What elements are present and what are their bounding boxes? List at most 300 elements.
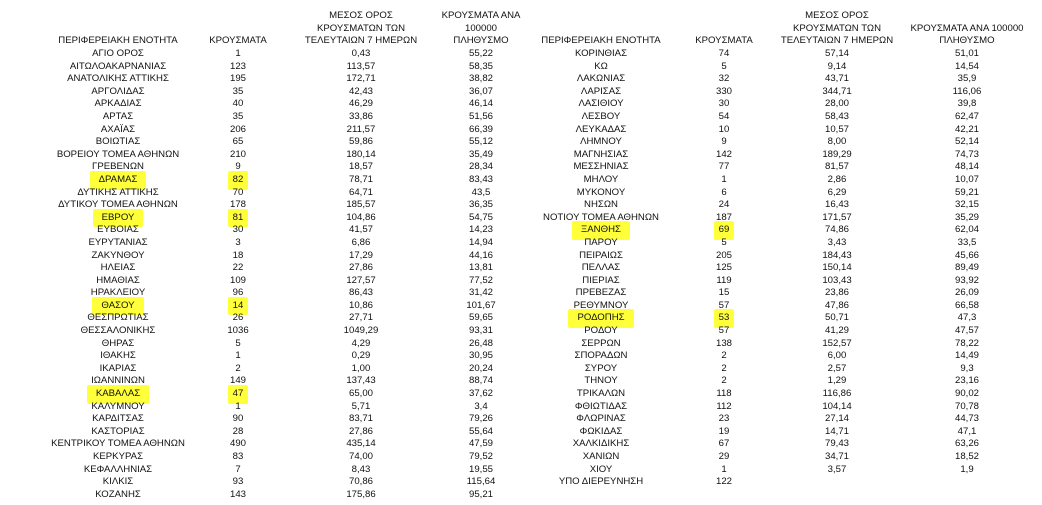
table-row (526, 48, 1032, 61)
cases-cell-text: 125 (715, 262, 732, 274)
avg-cell (288, 338, 434, 351)
per100k-cell-text: 88,74 (468, 375, 493, 387)
region-cell (48, 363, 188, 376)
per100k-cell (434, 161, 528, 174)
region-cell-text: ΜΥΚΟΝΟΥ (576, 186, 626, 198)
per100k-cell (902, 224, 1032, 237)
avg-cell-text: 184,43 (822, 249, 852, 261)
per100k-cell-text: 44,73 (954, 413, 979, 425)
per100k-cell-text: 54,75 (468, 211, 493, 223)
avg-cell-text: 17,29 (348, 249, 373, 261)
table-row (526, 187, 1032, 200)
header-cases: ΚΡΟΥΣΜΑΤΑ (209, 35, 267, 47)
avg-cell (772, 212, 902, 225)
avg-cell-text: 27,86 (348, 262, 373, 274)
avg-cell (772, 174, 902, 187)
avg-cell (288, 136, 434, 149)
cases-cell-text: 30 (718, 98, 730, 110)
region-cell (48, 325, 188, 338)
header-per100k-line2: ΠΛΗΘΥΣΜΟ (453, 35, 509, 47)
avg-cell (288, 73, 434, 86)
per100k-cell-text: 3,4 (474, 400, 488, 412)
table-row (526, 375, 1032, 388)
per100k-cell (434, 287, 528, 300)
avg-cell-text: 3,57 (827, 463, 847, 475)
avg-cell (288, 98, 434, 111)
per100k-cell (902, 451, 1032, 464)
per100k-cell (902, 250, 1032, 263)
per100k-cell (434, 250, 528, 263)
per100k-cell-text: 47,3 (957, 312, 977, 324)
cases-cell-text: 69 (718, 224, 730, 236)
per100k-cell (902, 98, 1032, 111)
region-cell-text: ΘΕΣΣΑΛΟΝΙΚΗΣ (80, 325, 156, 337)
table-row (48, 413, 528, 426)
cases-cell-text: 53 (718, 312, 730, 324)
header-avg-line3: ΤΕΛΕΥΤΑΙΩΝ 7 ΗΜΕΡΩΝ (780, 35, 894, 47)
avg-cell-text: 2,57 (827, 362, 847, 374)
table-row (48, 250, 528, 263)
region-cell (48, 275, 188, 288)
region-cell-text: ΚΕΡΚΥΡΑΣ (92, 451, 143, 462)
table-row (48, 350, 528, 363)
per100k-cell-text: 42,21 (954, 123, 979, 135)
cases-cell (188, 98, 288, 111)
header-per100k-line1: ΚΡΟΥΣΜΑΤΑ ΑΝΑ 100000 (441, 10, 521, 34)
table-row (48, 275, 528, 288)
per100k-cell (434, 413, 528, 426)
per100k-cell (902, 363, 1032, 376)
avg-cell-text: 0,29 (351, 350, 371, 362)
per100k-cell-text: 51,01 (954, 48, 979, 59)
per100k-cell-text: 19,55 (468, 463, 493, 475)
avg-cell (288, 476, 434, 489)
avg-cell (772, 237, 902, 250)
cases-cell (676, 73, 772, 86)
region-cell (526, 250, 676, 263)
per100k-cell (434, 338, 528, 351)
avg-cell-text: 189,29 (822, 148, 852, 160)
header-region: ΠΕΡΙΦΕΡΕΙΑΚΗ ΕΝΟΤΗΤΑ (541, 35, 661, 47)
cases-cell-text: 70 (232, 186, 244, 198)
per100k-cell-text: 43,5 (471, 186, 491, 198)
avg-cell-text: 1,29 (827, 375, 847, 387)
per100k-cell-text: 37,62 (468, 388, 493, 400)
cases-cell (188, 476, 288, 489)
cases-cell-text: 28 (232, 425, 244, 437)
avg-cell (288, 413, 434, 426)
cases-cell-text: 9 (235, 161, 241, 173)
cases-cell (188, 451, 288, 464)
cases-cell (676, 86, 772, 99)
per100k-cell (434, 426, 528, 439)
avg-cell (772, 262, 902, 275)
cases-cell (676, 262, 772, 275)
avg-cell (772, 136, 902, 149)
region-cell-text: ΦΛΩΡΙΝΑΣ (576, 413, 626, 425)
region-cell (526, 224, 676, 237)
region-cell-text: ΗΜΑΘΙΑΣ (96, 274, 140, 286)
region-cell-text: ΞΑΝΘΗΣ (581, 224, 621, 236)
cases-cell (676, 401, 772, 414)
region-cell-text: ΤΡΙΚΑΛΩΝ (576, 388, 626, 400)
per100k-cell-text: 46,14 (468, 98, 493, 110)
per100k-cell (902, 312, 1032, 325)
region-cell (48, 464, 188, 477)
avg-cell-text: 2,86 (827, 173, 847, 185)
per100k-cell-text: 31,42 (468, 287, 493, 299)
cases-cell-text: 2 (235, 362, 241, 374)
avg-cell (772, 161, 902, 174)
per100k-cell-text: 62,04 (954, 224, 979, 236)
per100k-cell (434, 174, 528, 187)
avg-cell (288, 325, 434, 338)
cases-cell (188, 212, 288, 225)
region-cell-text: ΚΟΡΙΝΘΙΑΣ (574, 48, 628, 59)
left-table (48, 12, 528, 501)
per100k-cell (434, 388, 528, 401)
table-row (48, 363, 528, 376)
avg-cell-text: 3,43 (827, 236, 847, 248)
table-row (526, 476, 1032, 489)
region-cell-text: ΚΑΣΤΟΡΙΑΣ (91, 425, 145, 437)
cases-cell-text: 112 (716, 400, 732, 412)
per100k-cell-text: 13,81 (468, 262, 493, 274)
region-cell (526, 136, 676, 149)
avg-cell (288, 438, 434, 451)
cases-cell-text: 5 (721, 236, 727, 248)
cases-cell (188, 363, 288, 376)
per100k-cell-text: 14,49 (954, 350, 979, 362)
region-cell (526, 338, 676, 351)
avg-cell-text: 171,57 (822, 211, 852, 223)
left-table-body (48, 48, 528, 501)
per100k-cell (434, 489, 528, 502)
cases-cell (188, 73, 288, 86)
avg-cell-text: 116,86 (822, 388, 852, 400)
avg-cell-text: 172,71 (346, 73, 376, 85)
region-cell (526, 287, 676, 300)
cases-cell (188, 124, 288, 137)
region-cell (526, 413, 676, 426)
avg-cell (772, 438, 902, 451)
per100k-cell-text: 10,07 (954, 173, 979, 185)
avg-cell-text: 344,71 (822, 85, 852, 97)
avg-cell-text: 6,00 (827, 350, 847, 362)
avg-cell-text: 0,43 (351, 48, 371, 59)
cases-cell (188, 325, 288, 338)
table-row (48, 476, 528, 489)
per100k-cell (434, 136, 528, 149)
avg-cell-text: 185,57 (346, 199, 376, 211)
cases-cell-text: 9 (721, 136, 727, 148)
cases-cell (188, 61, 288, 74)
per100k-cell-text: 51,56 (468, 110, 493, 122)
per100k-cell (434, 476, 528, 489)
region-cell (48, 413, 188, 426)
per100k-cell-text: 52,14 (954, 136, 979, 148)
avg-cell-text: 78,71 (348, 173, 373, 185)
per100k-cell (902, 476, 1032, 489)
table-row (48, 124, 528, 137)
cases-cell-text: 109 (229, 274, 246, 286)
region-cell (526, 48, 676, 61)
avg-cell-text: 6,29 (827, 186, 847, 198)
region-cell-text: ΠΡΕΒΕΖΑΣ (575, 287, 627, 299)
region-cell (526, 98, 676, 111)
region-cell (526, 350, 676, 363)
header-avg-line1: ΜΕΣΟΣ ΟΡΟΣ (805, 10, 869, 22)
avg-cell (772, 300, 902, 313)
region-cell (48, 111, 188, 124)
region-cell-text: ΡΟΔΟΠΗΣ (577, 312, 625, 324)
cases-cell (676, 451, 772, 464)
per100k-cell-text: 77,52 (468, 274, 493, 286)
avg-cell-text: 113,57 (346, 60, 376, 72)
region-cell-text: ΛΕΥΚΑΔΑΣ (575, 123, 627, 135)
region-cell-text: ΖΑΚΥΝΘΟΥ (91, 249, 145, 261)
cases-cell-text: 138 (715, 337, 732, 349)
cases-cell (676, 250, 772, 263)
avg-cell (288, 426, 434, 439)
avg-cell (772, 275, 902, 288)
cases-cell (676, 174, 772, 187)
per100k-cell-text: 30,95 (468, 350, 493, 362)
per100k-cell-text: 59,65 (468, 312, 493, 324)
cases-cell (188, 426, 288, 439)
cases-cell-text: 96 (232, 287, 244, 299)
cases-cell-text: 67 (718, 438, 730, 450)
per100k-cell (902, 401, 1032, 414)
cases-cell-text: 210 (229, 148, 246, 160)
cases-cell (676, 350, 772, 363)
cases-cell-text: 81 (232, 211, 244, 223)
avg-cell (772, 312, 902, 325)
per100k-cell-text: 47,57 (954, 325, 979, 337)
avg-cell (772, 338, 902, 351)
cases-cell (676, 199, 772, 212)
region-cell-text: ΚΕΦΑΛΛΗΝΙΑΣ (83, 463, 153, 475)
per100k-cell-text: 35,29 (954, 211, 979, 223)
avg-cell (772, 73, 902, 86)
per100k-cell (902, 426, 1032, 439)
cases-cell-text: 2 (721, 362, 727, 374)
per100k-cell (902, 287, 1032, 300)
per100k-cell-text: 74,73 (954, 148, 979, 160)
per100k-cell (902, 413, 1032, 426)
table-row (526, 438, 1032, 451)
header-avg-line2: ΚΡΟΥΣΜΑΤΩΝ ΤΩΝ (316, 22, 406, 34)
table-row (526, 262, 1032, 275)
table-row (526, 98, 1032, 111)
per100k-cell-text: 66,39 (468, 123, 493, 135)
cases-cell-text: 30 (232, 224, 244, 236)
region-cell (48, 149, 188, 162)
region-cell-text: ΦΩΚΙΔΑΣ (579, 425, 623, 437)
right-table-body (526, 48, 1032, 489)
avg-cell-text: 65,00 (348, 388, 373, 400)
region-cell (526, 312, 676, 325)
region-cell (48, 73, 188, 86)
avg-cell-text: 81,57 (824, 161, 849, 173)
cases-cell (676, 325, 772, 338)
avg-cell-text: 14,71 (824, 425, 849, 437)
avg-cell (772, 287, 902, 300)
region-cell (48, 250, 188, 263)
region-cell-text: ΔΡΑΜΑΣ (98, 173, 138, 185)
avg-cell (772, 250, 902, 263)
avg-cell (772, 61, 902, 74)
header-cases: ΚΡΟΥΣΜΑΤΑ (695, 35, 753, 47)
table-row (48, 451, 528, 464)
per100k-cell-text: 116,06 (952, 85, 982, 97)
table-row (526, 199, 1032, 212)
per100k-cell (902, 388, 1032, 401)
cases-cell-text: 40 (232, 98, 244, 110)
per100k-cell (434, 111, 528, 124)
cases-cell-text: 330 (715, 85, 732, 97)
cases-cell-text: 142 (715, 148, 732, 160)
region-cell (48, 300, 188, 313)
region-cell (526, 388, 676, 401)
avg-cell (772, 98, 902, 111)
region-cell (526, 124, 676, 137)
region-cell (48, 489, 188, 502)
table-row (526, 363, 1032, 376)
region-cell-text: ΓΡΕΒΕΝΩΝ (92, 161, 144, 173)
avg-cell (772, 199, 902, 212)
region-cell-text: ΠΑΡΟΥ (584, 236, 618, 248)
cases-cell-text: 1 (235, 48, 241, 59)
table-row (48, 212, 528, 225)
per100k-cell (434, 350, 528, 363)
avg-cell (288, 287, 434, 300)
per100k-cell-text: 36,35 (468, 199, 493, 211)
avg-cell (288, 250, 434, 263)
region-cell-text: ΥΠΟ ΔΙΕΡΕΥΝΗΣΗ (558, 476, 644, 488)
cases-cell (676, 275, 772, 288)
per100k-cell (434, 73, 528, 86)
per100k-cell (902, 350, 1032, 363)
avg-cell (288, 174, 434, 187)
per100k-cell-text: 35,9 (957, 73, 977, 85)
region-cell-text: ΚΕΝΤΡΙΚΟΥ ΤΟΜΕΑ ΑΘΗΝΩΝ (51, 438, 185, 450)
avg-cell-text: 59,86 (348, 136, 373, 148)
per100k-cell-text: 55,12 (468, 136, 493, 148)
region-cell-text: ΑΡΓΟΛΙΔΑΣ (91, 85, 145, 97)
avg-cell-text: 42,43 (348, 85, 373, 97)
table-row (48, 426, 528, 439)
cases-cell-text: 149 (229, 375, 246, 387)
table-row (526, 287, 1032, 300)
cases-cell (676, 338, 772, 351)
table-row (48, 98, 528, 111)
cases-cell-text: 19 (718, 425, 730, 437)
region-cell (48, 61, 188, 74)
avg-cell (288, 464, 434, 477)
region-cell (48, 338, 188, 351)
cases-cell-text: 29 (718, 451, 730, 462)
cases-cell-text: 77 (718, 161, 730, 173)
avg-cell-text: 47,86 (824, 299, 849, 311)
cases-cell (676, 438, 772, 451)
region-cell (526, 161, 676, 174)
per100k-cell (434, 438, 528, 451)
cases-cell (676, 136, 772, 149)
per100k-cell (434, 375, 528, 388)
per100k-cell-text: 35,49 (468, 148, 493, 160)
cases-cell-text: 6 (721, 186, 727, 198)
per100k-cell-text: 18,52 (954, 451, 979, 462)
avg-cell (772, 325, 902, 338)
avg-cell (772, 350, 902, 363)
per100k-cell-text: 33,5 (957, 236, 977, 248)
avg-cell (772, 111, 902, 124)
cases-cell (188, 224, 288, 237)
region-cell (48, 98, 188, 111)
table-row (526, 325, 1032, 338)
table-row (48, 111, 528, 124)
per100k-cell-text: 28,34 (468, 161, 493, 173)
avg-cell (288, 375, 434, 388)
avg-cell (288, 275, 434, 288)
per100k-cell (902, 237, 1032, 250)
avg-cell-text: 8,43 (351, 463, 371, 475)
table-row (526, 413, 1032, 426)
region-cell-text: ΒΟΡΕΙΟΥ ΤΟΜΕΑ ΑΘΗΝΩΝ (56, 148, 180, 160)
per100k-cell (434, 61, 528, 74)
cases-cell (188, 149, 288, 162)
per100k-cell (902, 111, 1032, 124)
table-row (48, 73, 528, 86)
per100k-cell-text: 26,09 (954, 287, 979, 299)
cases-cell-text: 195 (229, 73, 246, 85)
cases-cell (676, 413, 772, 426)
per100k-cell (902, 73, 1032, 86)
table-row (48, 237, 528, 250)
cases-cell (188, 136, 288, 149)
per100k-cell-text: 79,52 (468, 451, 493, 462)
per100k-cell (902, 300, 1032, 313)
table-row (526, 451, 1032, 464)
table-row (526, 237, 1032, 250)
avg-cell (772, 149, 902, 162)
header-per100k (434, 10, 528, 48)
region-cell (526, 199, 676, 212)
cases-cell-text: 74 (718, 48, 730, 59)
per100k-cell-text: 14,23 (468, 224, 493, 236)
avg-cell (288, 86, 434, 99)
avg-cell (288, 401, 434, 414)
table-row (48, 262, 528, 275)
cases-cell (188, 174, 288, 187)
region-cell (48, 48, 188, 61)
region-cell-text: ΗΡΑΚΛΕΙΟΥ (90, 287, 146, 299)
region-cell-text: ΚΙΛΚΙΣ (102, 476, 134, 488)
per100k-cell (902, 338, 1032, 351)
region-cell (48, 426, 188, 439)
cases-cell-text: 1036 (227, 325, 249, 337)
region-cell-text: ΒΟΙΩΤΙΑΣ (95, 136, 141, 148)
table-row (48, 174, 528, 187)
cases-cell-text: 10 (718, 123, 730, 135)
cases-cell-text: 65 (232, 136, 244, 148)
per100k-cell-text: 58,35 (468, 60, 493, 72)
per100k-cell (902, 136, 1032, 149)
region-cell (48, 476, 188, 489)
region-cell (526, 464, 676, 477)
region-cell (48, 451, 188, 464)
